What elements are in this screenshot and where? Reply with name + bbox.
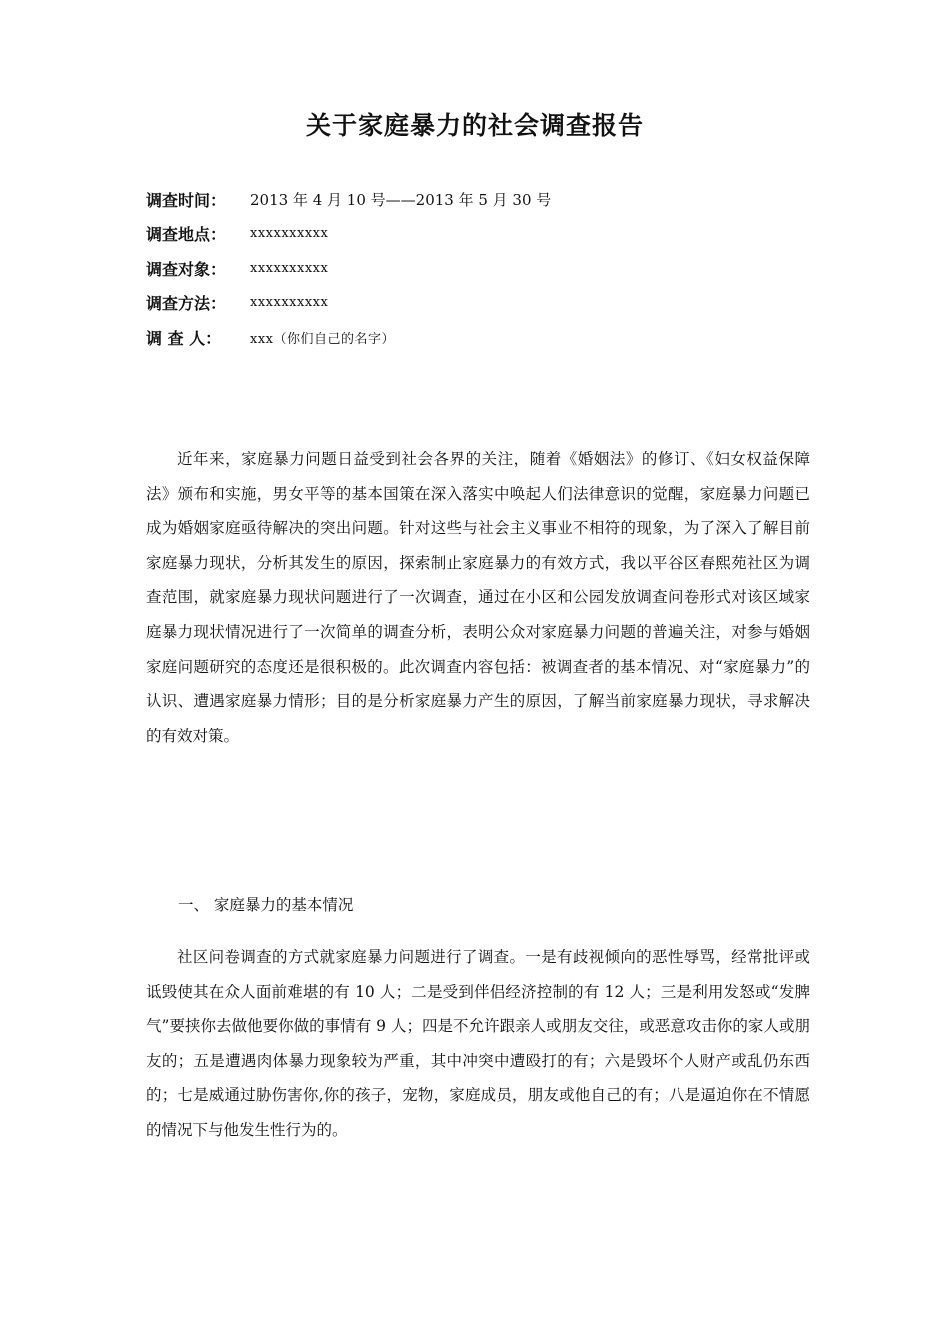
section-paragraph: 社区问卷调查的方式就家庭暴力问题进行了调查。一是有歧视倾向的恶性辱骂，经常批评或诋毁使其在众人面前难堪的有 10 人；二是受到伴侣经济控制的有 12 人；三是利用发怒或“发脾气”要挟你去做他要你做的事情有 9 人；四是不允许跟亲人或朋友交往，或恶意攻击你的家人或朋友的；五是遭遇肉体暴力现象较为严重，其中冲突中遭殴打的有；六是毁坏个人财产或乱仍东西的；七是威通过胁伤害你,你的孩子，宠物，家庭成员，朋友或他自己的有；八是逼迫你在不情愿的情况下与他发生性行为的。 [146,948,810,1139]
survey-time-row [146,182,551,217]
survey-location-value: xxxxxxxxxx [250,226,329,242]
survey-location-label: 调查地点： [146,225,227,245]
survey-method-label: 调查方法： [146,294,227,314]
report-title: 关于家庭暴力的社会调查报告 [305,111,644,140]
survey-method-value: xxxxxxxxxx [250,295,329,311]
survey-location-row [146,217,551,252]
surveyor-value: xxx（你们自己的名字） [250,331,395,347]
surveyor-row [146,320,551,355]
survey-subject-label: 调查对象： [146,259,227,279]
survey-time-label: 调查时间： [146,190,227,210]
surveyor-label: 调 查 人： [146,328,222,348]
survey-info [146,182,551,355]
survey-subject-row [146,251,551,286]
survey-time-value: 2013 年 4 月 10 号——2013 年 5 月 30 号 [250,190,552,209]
intro-paragraph: 近年来，家庭暴力问题日益受到社会各界的关注，随着《婚姻法》的修订、《妇女权益保障法》颁布和实施，男女平等的基本国策在深入落实中唤起人们法律意识的觉醒，家庭暴力问题已成为婚姻家庭亟待解决的突出问题。针对这些与社会主义事业不相符的现象，为了深入了解目前家庭暴力现状，分析其发生的原因，探索制止家庭暴力的有效方式，我以平谷区春熙苑社区为调查范围，就家庭暴力现状问题进行了一次调查，通过在小区和公园发放调查问卷形式对该区域家庭暴力现状情况进行了一次简单的调查分析，表明公众对家庭暴力问题的普遍关注，对参与婚姻家庭问题研究的态度还是很积极的。此次调查内容包括：被调查者的基本情况、对“家庭暴力”的认识、遭遇家庭暴力情形；目的是分析家庭暴力产生的原因，了解当前家庭暴力现状，寻求解决的有效对策。 [146,450,810,745]
survey-method-row [146,286,551,321]
section-heading: 一、 家庭暴力的基本情况 [178,896,354,914]
survey-subject-value: xxxxxxxxxx [250,260,329,276]
